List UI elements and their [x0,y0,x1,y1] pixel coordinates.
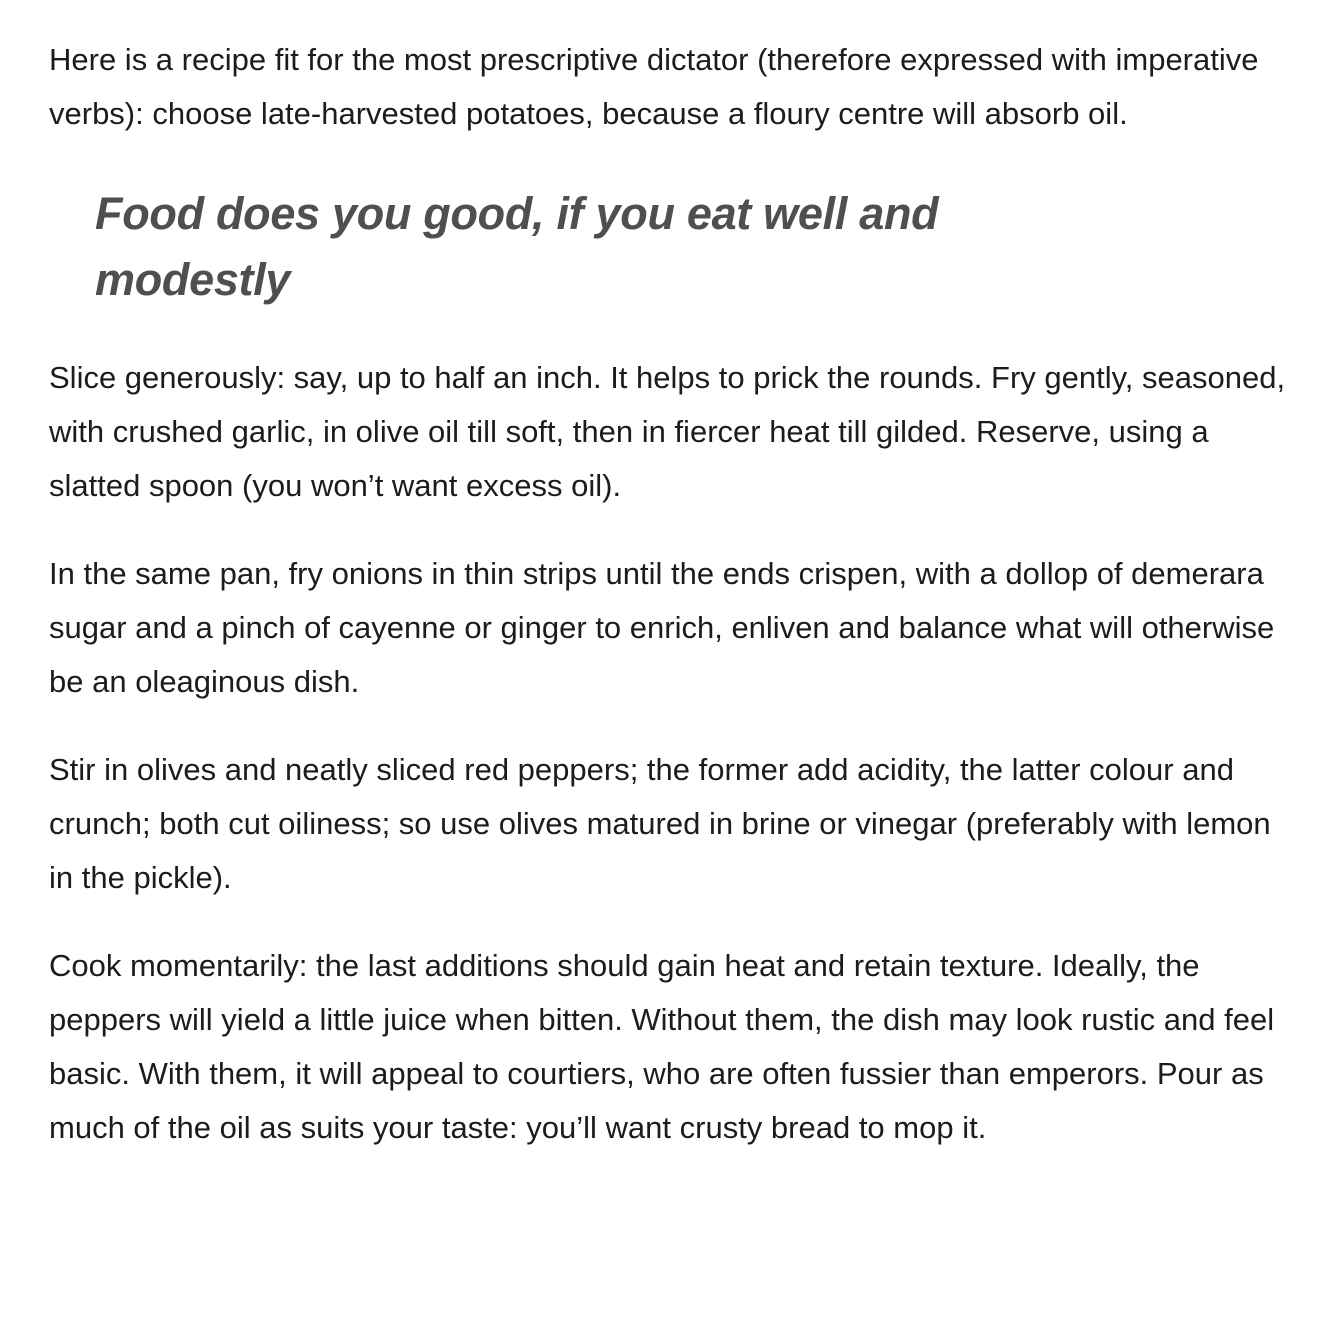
pull-quote [95,181,1095,313]
article-body [49,33,1289,1189]
pull-quote-text: Food does you good, if you eat well and modestly [95,188,939,305]
body-paragraph-1: Slice generously: say, up to half an inch. It helps to prick the rounds. Fry gently, seasoned, with crushed garlic, in olive oil till soft, then in fiercer heat till gilded. Reserve, using a slatted spoon (you won’t want excess oil). [49,360,1286,503]
body-paragraph-2: In the same pan, fry onions in thin strips until the ends crispen, with a dollop of demerara sugar and a pinch of cayenne or ginger to enrich, enliven and balance what will otherwise be an oleaginous dish. [49,556,1275,699]
intro-paragraph: Here is a recipe fit for the most prescriptive dictator (therefore expressed with imperative verbs): choose late-harvested potatoes, because a floury centre will absorb oil. [49,42,1259,131]
body-paragraph-4: Cook momentarily: the last additions should gain heat and retain texture. Ideally, the peppers will yield a little juice when bitten. Without them, the dish may look rustic and feel basic. With them, it will appeal to courtiers, who are often fussier than emperors. Pour as much of the oil as suits your taste: you’ll want crusty bread to mop it. [49,948,1275,1145]
body-paragraph-3: Stir in olives and neatly sliced red peppers; the former add acidity, the latter colour and crunch; both cut oiliness; so use olives matured in brine or vinegar (preferably with lemon in the pickle). [49,752,1271,895]
